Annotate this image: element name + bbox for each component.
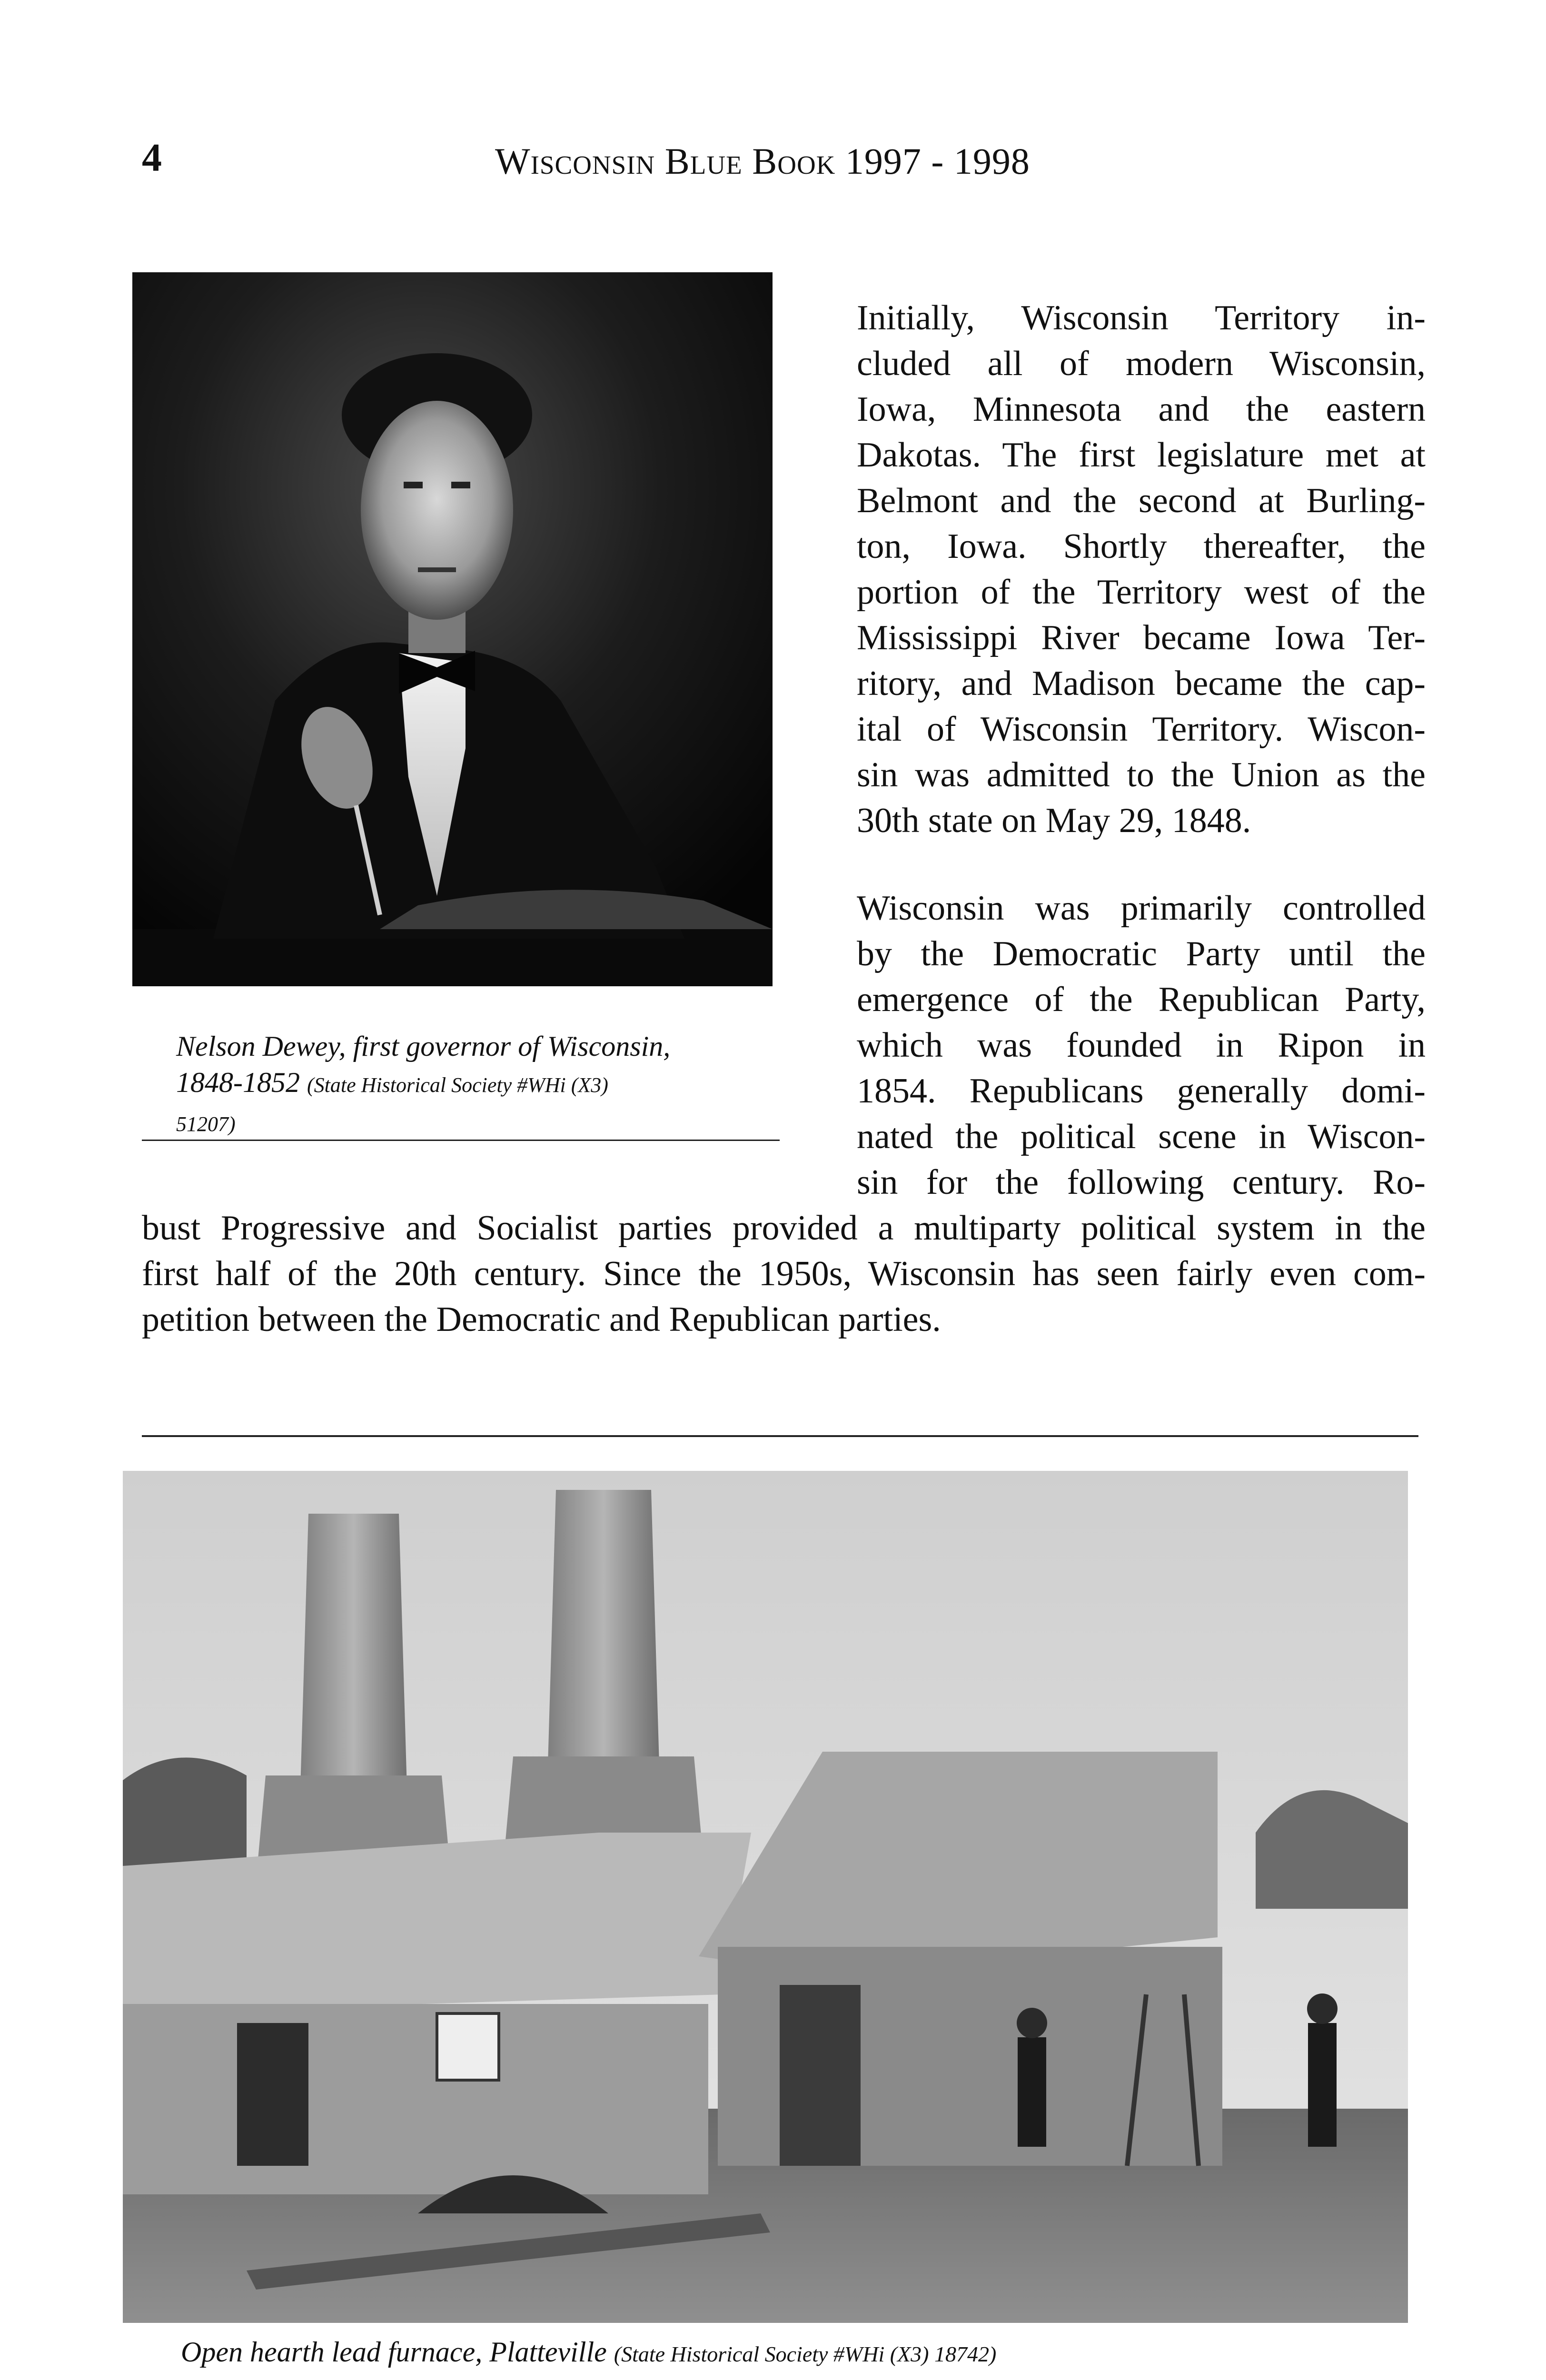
portrait-caption-years: 1848-1852: [176, 1067, 300, 1098]
text-line: by the Democratic Party until the: [857, 934, 1426, 973]
portrait-caption-credit: (State Historical Society #WHi (X3): [307, 1073, 608, 1097]
text-line: Iowa, Minnesota and the eastern: [857, 390, 1426, 429]
text-line: ton, Iowa. Shortly thereafter, the: [857, 527, 1426, 566]
paragraph-parties-column: [857, 885, 1426, 1205]
text-line: Mississippi River became Iowa Ter-: [857, 618, 1426, 657]
text-line: ritory, and Madison became the cap-: [857, 664, 1426, 703]
furnace-caption-title: Open hearth lead furnace, Platteville: [181, 2336, 607, 2368]
text-line: Initially, Wisconsin Territory in-: [857, 298, 1426, 337]
running-title: Wisconsin Blue Book 1997 - 1998: [495, 140, 1030, 182]
furnace-caption-credit: (State Historical Society #WHi (X3) 18742): [614, 2342, 997, 2366]
text-line: Belmont and the second at Burling-: [857, 481, 1426, 520]
text-line: Wisconsin was primarily controlled: [857, 889, 1426, 928]
furnace-photo: [123, 1471, 1408, 2323]
caption-rule: [142, 1140, 780, 1141]
text-line: ital of Wisconsin Territory. Wiscon-: [857, 710, 1426, 749]
portrait-photo: [132, 272, 773, 986]
portrait-caption: [176, 1028, 771, 1142]
paragraph-parties-full: [142, 1205, 1426, 1342]
text-line: bust Progressive and Socialist parties provided a multiparty political system in the: [142, 1209, 1426, 1248]
text-line: nated the political scene in Wiscon-: [857, 1117, 1426, 1156]
furnace-caption: [181, 2335, 1418, 2369]
paragraph-territory: [857, 295, 1426, 843]
text-line: cluded all of modern Wisconsin,: [857, 344, 1426, 383]
text-line: sin for the following century. Ro-: [857, 1163, 1426, 1202]
text-line: which was founded in Ripon in: [857, 1026, 1426, 1065]
text-line: portion of the Territory west of the: [857, 573, 1426, 612]
text-line: first half of the 20th century. Since the 1950s, Wisconsin has seen fairly even com-: [142, 1254, 1426, 1293]
text-line: emergence of the Republican Party,: [857, 980, 1426, 1019]
text-line: sin was admitted to the Union as the: [857, 755, 1426, 794]
page-number: 4: [142, 136, 162, 180]
portrait-caption-title: Nelson Dewey, first governor of Wisconsin,: [176, 1031, 671, 1062]
portrait-image: [132, 272, 773, 986]
text-line: 30th state on May 29, 1848.: [857, 801, 1251, 840]
portrait-caption-credit-end: 51207): [176, 1112, 236, 1136]
section-rule: [142, 1435, 1418, 1437]
text-line: Dakotas. The first legislature met at: [857, 436, 1426, 475]
text-line: petition between the Democratic and Republican parties.: [142, 1300, 941, 1339]
furnace-image: [123, 1471, 1408, 2323]
text-line: 1854. Republicans generally domi-: [857, 1071, 1426, 1111]
